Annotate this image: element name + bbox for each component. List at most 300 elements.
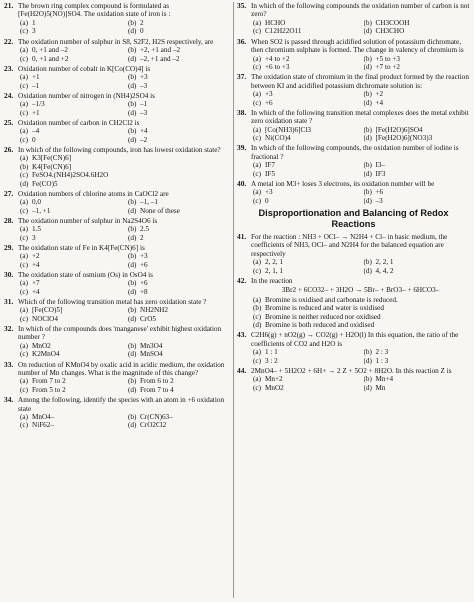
answer-options	[18, 342, 232, 359]
answer-options	[18, 154, 232, 188]
question-number: 30.	[4, 269, 14, 279]
answer-option[interactable]	[20, 19, 124, 27]
answer-option[interactable]	[20, 288, 124, 296]
answer-option[interactable]	[20, 198, 124, 206]
answer-option[interactable]	[364, 27, 471, 35]
option-letter: (d)	[363, 196, 372, 205]
option-letter: (a)	[253, 90, 261, 99]
question	[4, 146, 232, 188]
answer-options	[18, 306, 232, 323]
answer-option[interactable]	[128, 306, 232, 314]
option-text: +3	[140, 73, 148, 82]
option-letter: (c)	[253, 312, 261, 321]
question-number: 21.	[4, 1, 14, 10]
question-text: The oxidation state of Fe in K4[Fe(CN)6] is	[18, 243, 145, 252]
answer-option[interactable]	[128, 315, 232, 323]
answer-options	[251, 188, 470, 205]
option-letter: (a)	[253, 258, 261, 267]
answer-option[interactable]	[128, 207, 232, 215]
answer-option[interactable]	[20, 207, 124, 215]
option-letter: (c)	[20, 54, 28, 63]
question-number: 27.	[4, 188, 14, 198]
answer-option[interactable]	[128, 350, 232, 358]
answer-option[interactable]	[20, 350, 124, 358]
option-letter: (b)	[363, 90, 372, 99]
option-text: HCHO	[265, 18, 286, 27]
option-letter: (a)	[20, 279, 28, 288]
question-text: In which of the compounds does 'manganese' exhibit highest oxidation number ?	[18, 324, 222, 342]
option-text: +3	[265, 188, 273, 197]
answer-options	[18, 19, 232, 36]
answer-option[interactable]	[253, 375, 360, 383]
option-letter: (c)	[253, 27, 261, 36]
answer-option[interactable]	[20, 180, 232, 188]
option-text: IF5	[265, 169, 275, 178]
answer-option[interactable]	[20, 279, 124, 287]
question-text: In the reaction	[251, 276, 293, 285]
answer-option[interactable]	[128, 386, 232, 394]
option-text: 2, 1, 1	[265, 266, 283, 275]
answer-options	[18, 377, 232, 394]
answer-options	[18, 413, 232, 430]
option-letter: (c)	[20, 350, 28, 359]
answer-option[interactable]	[253, 197, 360, 205]
option-text: K4[Fe(CN)6]	[32, 162, 72, 171]
option-text: 1 : 3	[375, 356, 389, 365]
answer-option[interactable]	[253, 321, 470, 329]
option-letter: (a)	[20, 73, 28, 82]
question	[4, 298, 232, 323]
option-letter: (c)	[20, 287, 28, 296]
option-letter: (c)	[253, 266, 261, 275]
question-number: 37.	[237, 72, 247, 82]
option-text: 0	[32, 135, 36, 144]
option-text: Bromine is neither reduced nor oxidised	[265, 312, 381, 321]
question	[4, 190, 232, 215]
option-letter: (d)	[128, 206, 137, 215]
question-text: The brown ring complex compound is formulated as [Fe(H2O)5(NO)]SO4. The oxidation state of iron is :	[18, 2, 171, 19]
answer-option[interactable]	[364, 357, 471, 365]
answer-option[interactable]	[128, 421, 232, 429]
question-text: The oxidation number of sulphur in S8, S2F2, H2S respectively, are	[18, 37, 214, 46]
answer-option[interactable]	[364, 90, 471, 98]
answer-option[interactable]	[364, 170, 471, 178]
answer-option[interactable]	[253, 267, 360, 275]
question-number: 35.	[237, 1, 247, 10]
option-text: [Fe(H2O)6](NO3)3	[375, 134, 433, 143]
option-letter: (a)	[253, 348, 261, 357]
answer-option[interactable]	[20, 413, 124, 421]
option-letter: (b)	[363, 18, 372, 27]
answer-option[interactable]	[20, 127, 124, 135]
answer-option[interactable]	[128, 27, 232, 35]
answer-option[interactable]	[20, 154, 232, 162]
option-letter: (d)	[363, 169, 372, 178]
option-text: 3	[32, 233, 36, 242]
option-letter: (a)	[20, 100, 28, 109]
question	[237, 144, 470, 178]
option-letter: (b)	[128, 279, 137, 288]
question	[4, 361, 232, 395]
question	[237, 109, 470, 143]
option-text: +6	[140, 260, 148, 269]
question-number: 26.	[4, 144, 14, 154]
option-text: –3	[140, 81, 148, 90]
option-letter: (b)	[128, 127, 137, 136]
option-text: From 7 to 2	[32, 377, 66, 386]
answer-option[interactable]	[364, 267, 471, 275]
option-letter: (a)	[20, 252, 28, 261]
option-letter: (b)	[128, 413, 137, 421]
question-number: 41.	[237, 231, 247, 241]
answer-option[interactable]	[128, 261, 232, 269]
option-text: 2	[140, 18, 144, 27]
option-letter: (c)	[20, 81, 28, 90]
worksheet-page	[4, 2, 470, 600]
answer-option[interactable]	[253, 348, 360, 356]
column-divider	[233, 2, 234, 598]
option-letter: (b)	[363, 348, 372, 357]
answer-option[interactable]	[128, 234, 232, 242]
option-text: Fe(CO)5	[32, 179, 58, 188]
answer-option[interactable]	[20, 73, 124, 81]
option-letter: (a)	[20, 377, 28, 386]
answer-option[interactable]	[20, 163, 232, 171]
question	[237, 73, 470, 107]
option-text: 0, +1 and –2	[32, 46, 68, 55]
question	[4, 271, 232, 296]
option-letter: (c)	[20, 260, 28, 269]
reaction-equation: 3Br2 + 6CO32– + 3H2O → 5Br– + BrO3– + 6HCO3–	[281, 286, 440, 295]
answer-option[interactable]	[20, 252, 124, 260]
option-text: IF7	[265, 161, 275, 170]
answer-option[interactable]	[20, 109, 124, 117]
option-letter: (c)	[253, 383, 261, 392]
option-text: –1/3	[32, 100, 45, 109]
answer-option[interactable]	[253, 19, 360, 27]
option-text: Mn+4	[375, 375, 394, 384]
option-text: Ni(CO)4	[265, 134, 291, 143]
answer-options	[18, 198, 232, 215]
option-letter: (b)	[363, 188, 372, 197]
option-letter: (a)	[20, 198, 28, 207]
question-text: Oxidation numbers of chlorine atoms in CaOCl2 are	[18, 189, 169, 198]
answer-option[interactable]	[128, 73, 232, 81]
question	[4, 119, 232, 144]
answer-option[interactable]	[364, 161, 471, 169]
answer-options	[251, 258, 470, 275]
answer-option[interactable]	[253, 170, 360, 178]
question-number: 39.	[237, 143, 247, 153]
answer-option[interactable]	[20, 82, 124, 90]
answer-option[interactable]	[128, 377, 232, 385]
question	[237, 180, 470, 205]
option-letter: (d)	[128, 260, 137, 269]
answer-option[interactable]	[128, 252, 232, 260]
option-text: –4	[32, 127, 40, 136]
answer-option[interactable]	[20, 171, 232, 179]
option-text: CrO5	[140, 314, 156, 323]
option-text: 1	[32, 18, 36, 27]
answer-option[interactable]	[128, 279, 232, 287]
option-text: Mn	[375, 383, 386, 392]
answer-option[interactable]	[128, 109, 232, 117]
option-text: MnO2	[32, 341, 51, 350]
question-text: 2MnO4– + 5H2O2 + 6H+ → 2 Z + 5O2 + 8H2O. In this reaction Z is	[251, 366, 452, 375]
answer-option[interactable]	[364, 134, 471, 142]
answer-option[interactable]	[253, 134, 360, 142]
question-number: 28.	[4, 215, 14, 225]
option-text: Cr(CN)63–	[140, 413, 173, 421]
question-number: 38.	[237, 107, 247, 117]
question-text: The oxidation state of osmium (Os) in OsO4 is	[18, 270, 153, 279]
answer-option[interactable]	[253, 27, 360, 35]
option-text: [Co(NH3)6]Cl3	[265, 125, 311, 134]
option-letter: (d)	[363, 62, 372, 71]
option-text: 1 : 1	[265, 348, 278, 357]
option-letter: (b)	[363, 375, 372, 384]
option-text: CrO2Cl2	[140, 421, 167, 430]
answer-option[interactable]	[364, 197, 471, 205]
question-number: 40.	[237, 178, 247, 188]
answer-options	[251, 55, 470, 72]
question-text: For the reaction : NH3 + OCl– → N2H4 + Cl– in basic medium, the coefficients of NH3, OCl– and N2H4 for the balanced equation are respectively	[251, 232, 448, 258]
question-number: 32.	[4, 323, 14, 333]
answer-options	[18, 225, 232, 242]
option-text: Bromine is reduced and water is oxidised	[265, 304, 384, 313]
question-text: Among the following, identify the species with an atom in +6 oxidation state	[18, 396, 225, 413]
option-text: From 6 to 2	[140, 377, 174, 386]
answer-options	[18, 46, 232, 63]
option-text: NH2NH2	[140, 306, 168, 315]
option-letter: (b)	[363, 125, 372, 134]
question-number: 25.	[4, 117, 14, 127]
option-letter: (c)	[253, 169, 261, 178]
option-text: –1	[32, 81, 40, 90]
option-text: 0, +1 and +2	[32, 54, 69, 63]
option-letter: (a)	[20, 154, 28, 163]
option-text: FeSO4.(NH4)2SO4.6H2O	[32, 171, 109, 180]
option-letter: (c)	[253, 98, 261, 107]
option-letter: (d)	[128, 314, 137, 323]
answer-option[interactable]	[128, 19, 232, 27]
answer-option[interactable]	[128, 127, 232, 135]
option-text: Bromine is both reduced and oxidised	[265, 321, 375, 330]
question-text: The oxidation number of sulphur in Na2S4O6 is	[18, 216, 158, 225]
option-text: +4 to +2	[265, 54, 290, 63]
option-letter: (b)	[253, 304, 262, 313]
answer-option[interactable]	[253, 384, 360, 392]
answer-option[interactable]	[253, 304, 470, 312]
answer-option[interactable]	[20, 100, 124, 108]
question-text: In which of the following compounds the oxidation number of carbon is not zero?	[251, 2, 470, 19]
question	[4, 325, 232, 359]
answer-option[interactable]	[128, 136, 232, 144]
option-letter: (b)	[128, 225, 137, 234]
option-letter: (c)	[253, 196, 261, 205]
answer-option[interactable]	[20, 27, 124, 35]
answer-option[interactable]	[253, 296, 470, 304]
answer-options	[251, 296, 470, 330]
question	[4, 65, 232, 90]
option-letter: (a)	[253, 375, 261, 384]
answer-options	[251, 375, 470, 392]
option-text: +6	[140, 279, 148, 288]
question-number: 43.	[237, 330, 247, 340]
answer-option[interactable]	[364, 126, 471, 134]
answer-option[interactable]	[253, 90, 360, 98]
answer-option[interactable]	[253, 63, 360, 71]
answer-option[interactable]	[20, 225, 124, 233]
option-text: NOClO4	[32, 314, 58, 323]
option-text: +2	[375, 90, 384, 99]
option-letter: (c)	[20, 27, 28, 36]
option-text: +8	[140, 287, 148, 296]
answer-option[interactable]	[253, 357, 360, 365]
answer-option[interactable]	[364, 384, 471, 392]
option-text: MnO2	[265, 383, 284, 392]
question	[237, 2, 470, 36]
option-text: –1	[140, 100, 148, 109]
option-letter: (d)	[128, 385, 137, 394]
answer-option[interactable]	[20, 46, 124, 54]
option-letter: (b)	[363, 161, 372, 170]
answer-option[interactable]	[128, 413, 232, 421]
answer-option[interactable]	[20, 55, 124, 63]
answer-option[interactable]	[253, 313, 470, 321]
option-letter: (d)	[128, 287, 137, 296]
answer-option[interactable]	[128, 100, 232, 108]
answer-option[interactable]	[128, 198, 232, 206]
answer-option[interactable]	[20, 386, 124, 394]
answer-option[interactable]	[253, 126, 360, 134]
option-letter: (b)	[128, 341, 137, 350]
option-letter: (b)	[128, 73, 137, 82]
option-text: C12H22O11	[265, 27, 302, 36]
question-text: Oxidation number of carbon in CH2Cl2 is	[18, 118, 140, 127]
option-text: From 7 to 4	[140, 385, 174, 394]
option-letter: (c)	[253, 356, 261, 365]
answer-option[interactable]	[364, 55, 471, 63]
answer-option[interactable]	[253, 55, 360, 63]
option-text: I3–	[375, 161, 386, 170]
answer-option[interactable]	[364, 375, 471, 383]
answer-options	[18, 100, 232, 117]
option-text: +5 to +3	[375, 54, 400, 63]
question	[4, 244, 232, 269]
question-text: Which of the following transition metal has zero oxidation state ?	[18, 297, 207, 306]
answer-option[interactable]	[20, 421, 124, 429]
answer-option[interactable]	[364, 99, 471, 107]
option-text: +4	[32, 260, 40, 269]
option-text: MnO4–	[32, 413, 55, 421]
option-letter: (c)	[253, 134, 261, 143]
option-text: +7	[32, 279, 40, 288]
answer-option[interactable]	[20, 136, 124, 144]
answer-option[interactable]	[253, 188, 360, 196]
option-text: +7 to +2	[375, 62, 400, 71]
option-letter: (d)	[128, 350, 137, 359]
option-letter: (a)	[20, 18, 28, 27]
option-letter: (c)	[20, 135, 28, 144]
option-text: Mn3O4	[140, 341, 163, 350]
option-letter: (c)	[253, 62, 261, 71]
question	[4, 92, 232, 117]
question	[237, 38, 470, 72]
option-text: 2, 2, 1	[265, 258, 283, 267]
answer-option[interactable]	[253, 99, 360, 107]
option-text: CH3CHO	[375, 27, 405, 36]
answer-option[interactable]	[20, 261, 124, 269]
option-letter: (a)	[253, 161, 261, 170]
option-letter: (a)	[253, 188, 261, 197]
option-letter: (b)	[128, 306, 137, 315]
option-letter: (a)	[20, 46, 28, 55]
answer-option[interactable]	[20, 306, 124, 314]
option-text: [Fe(H2O)6]SO4	[375, 125, 423, 134]
option-text: +6 to +3	[265, 62, 290, 71]
option-text: +3	[265, 90, 273, 99]
answer-option[interactable]	[364, 188, 471, 196]
answer-option[interactable]	[128, 288, 232, 296]
answer-option[interactable]	[128, 342, 232, 350]
option-text: K3[Fe(CN)6]	[32, 154, 72, 163]
option-text: 3	[32, 27, 36, 36]
question-text: When SO2 is passed through acidified solution of potassium dichromate, then chromium sulphate is formed. The change in valency of chromium is	[251, 37, 464, 55]
right-column	[237, 2, 470, 394]
option-letter: (a)	[20, 225, 28, 234]
option-letter: (c)	[20, 206, 28, 215]
option-text: From 5 to 2	[32, 385, 66, 394]
option-letter: (a)	[253, 125, 261, 134]
answer-option[interactable]	[128, 225, 232, 233]
option-letter: (a)	[20, 306, 28, 315]
option-letter: (c)	[20, 385, 28, 394]
answer-option[interactable]	[253, 161, 360, 169]
option-letter: (c)	[20, 108, 28, 117]
answer-option[interactable]	[20, 234, 124, 242]
option-letter: (d)	[128, 233, 137, 242]
answer-option[interactable]	[128, 55, 232, 63]
option-letter: (d)	[363, 134, 372, 143]
answer-option[interactable]	[364, 348, 471, 356]
option-letter: (a)	[20, 341, 28, 350]
answer-option[interactable]	[364, 19, 471, 27]
option-text: +2	[32, 252, 40, 261]
option-letter: (b)	[363, 258, 372, 267]
answer-option[interactable]	[20, 315, 124, 323]
option-letter: (a)	[20, 413, 28, 421]
option-text: –1, +1	[32, 206, 51, 215]
answer-option[interactable]	[364, 63, 471, 71]
answer-option[interactable]	[128, 82, 232, 90]
option-text: +6	[265, 98, 273, 107]
option-text: 2.5	[140, 225, 149, 234]
answer-option[interactable]	[20, 342, 124, 350]
question-text: Oxidation number of cobalt in K[Co(CO)4] is	[18, 64, 151, 73]
answer-option[interactable]	[20, 377, 124, 385]
question	[4, 217, 232, 242]
answer-options	[18, 279, 232, 296]
option-letter: (c)	[20, 233, 28, 242]
question-text: On reduction of KMnO4 by oxalic acid in acidic medium, the oxidation number of Mn changes. What is the magnitude of this change?	[18, 360, 225, 377]
answer-option[interactable]	[364, 258, 471, 266]
option-text: +4	[375, 98, 384, 107]
answer-option[interactable]	[253, 258, 360, 266]
answer-option[interactable]	[128, 46, 232, 54]
answer-options	[18, 73, 232, 90]
option-letter: (a)	[253, 54, 261, 63]
